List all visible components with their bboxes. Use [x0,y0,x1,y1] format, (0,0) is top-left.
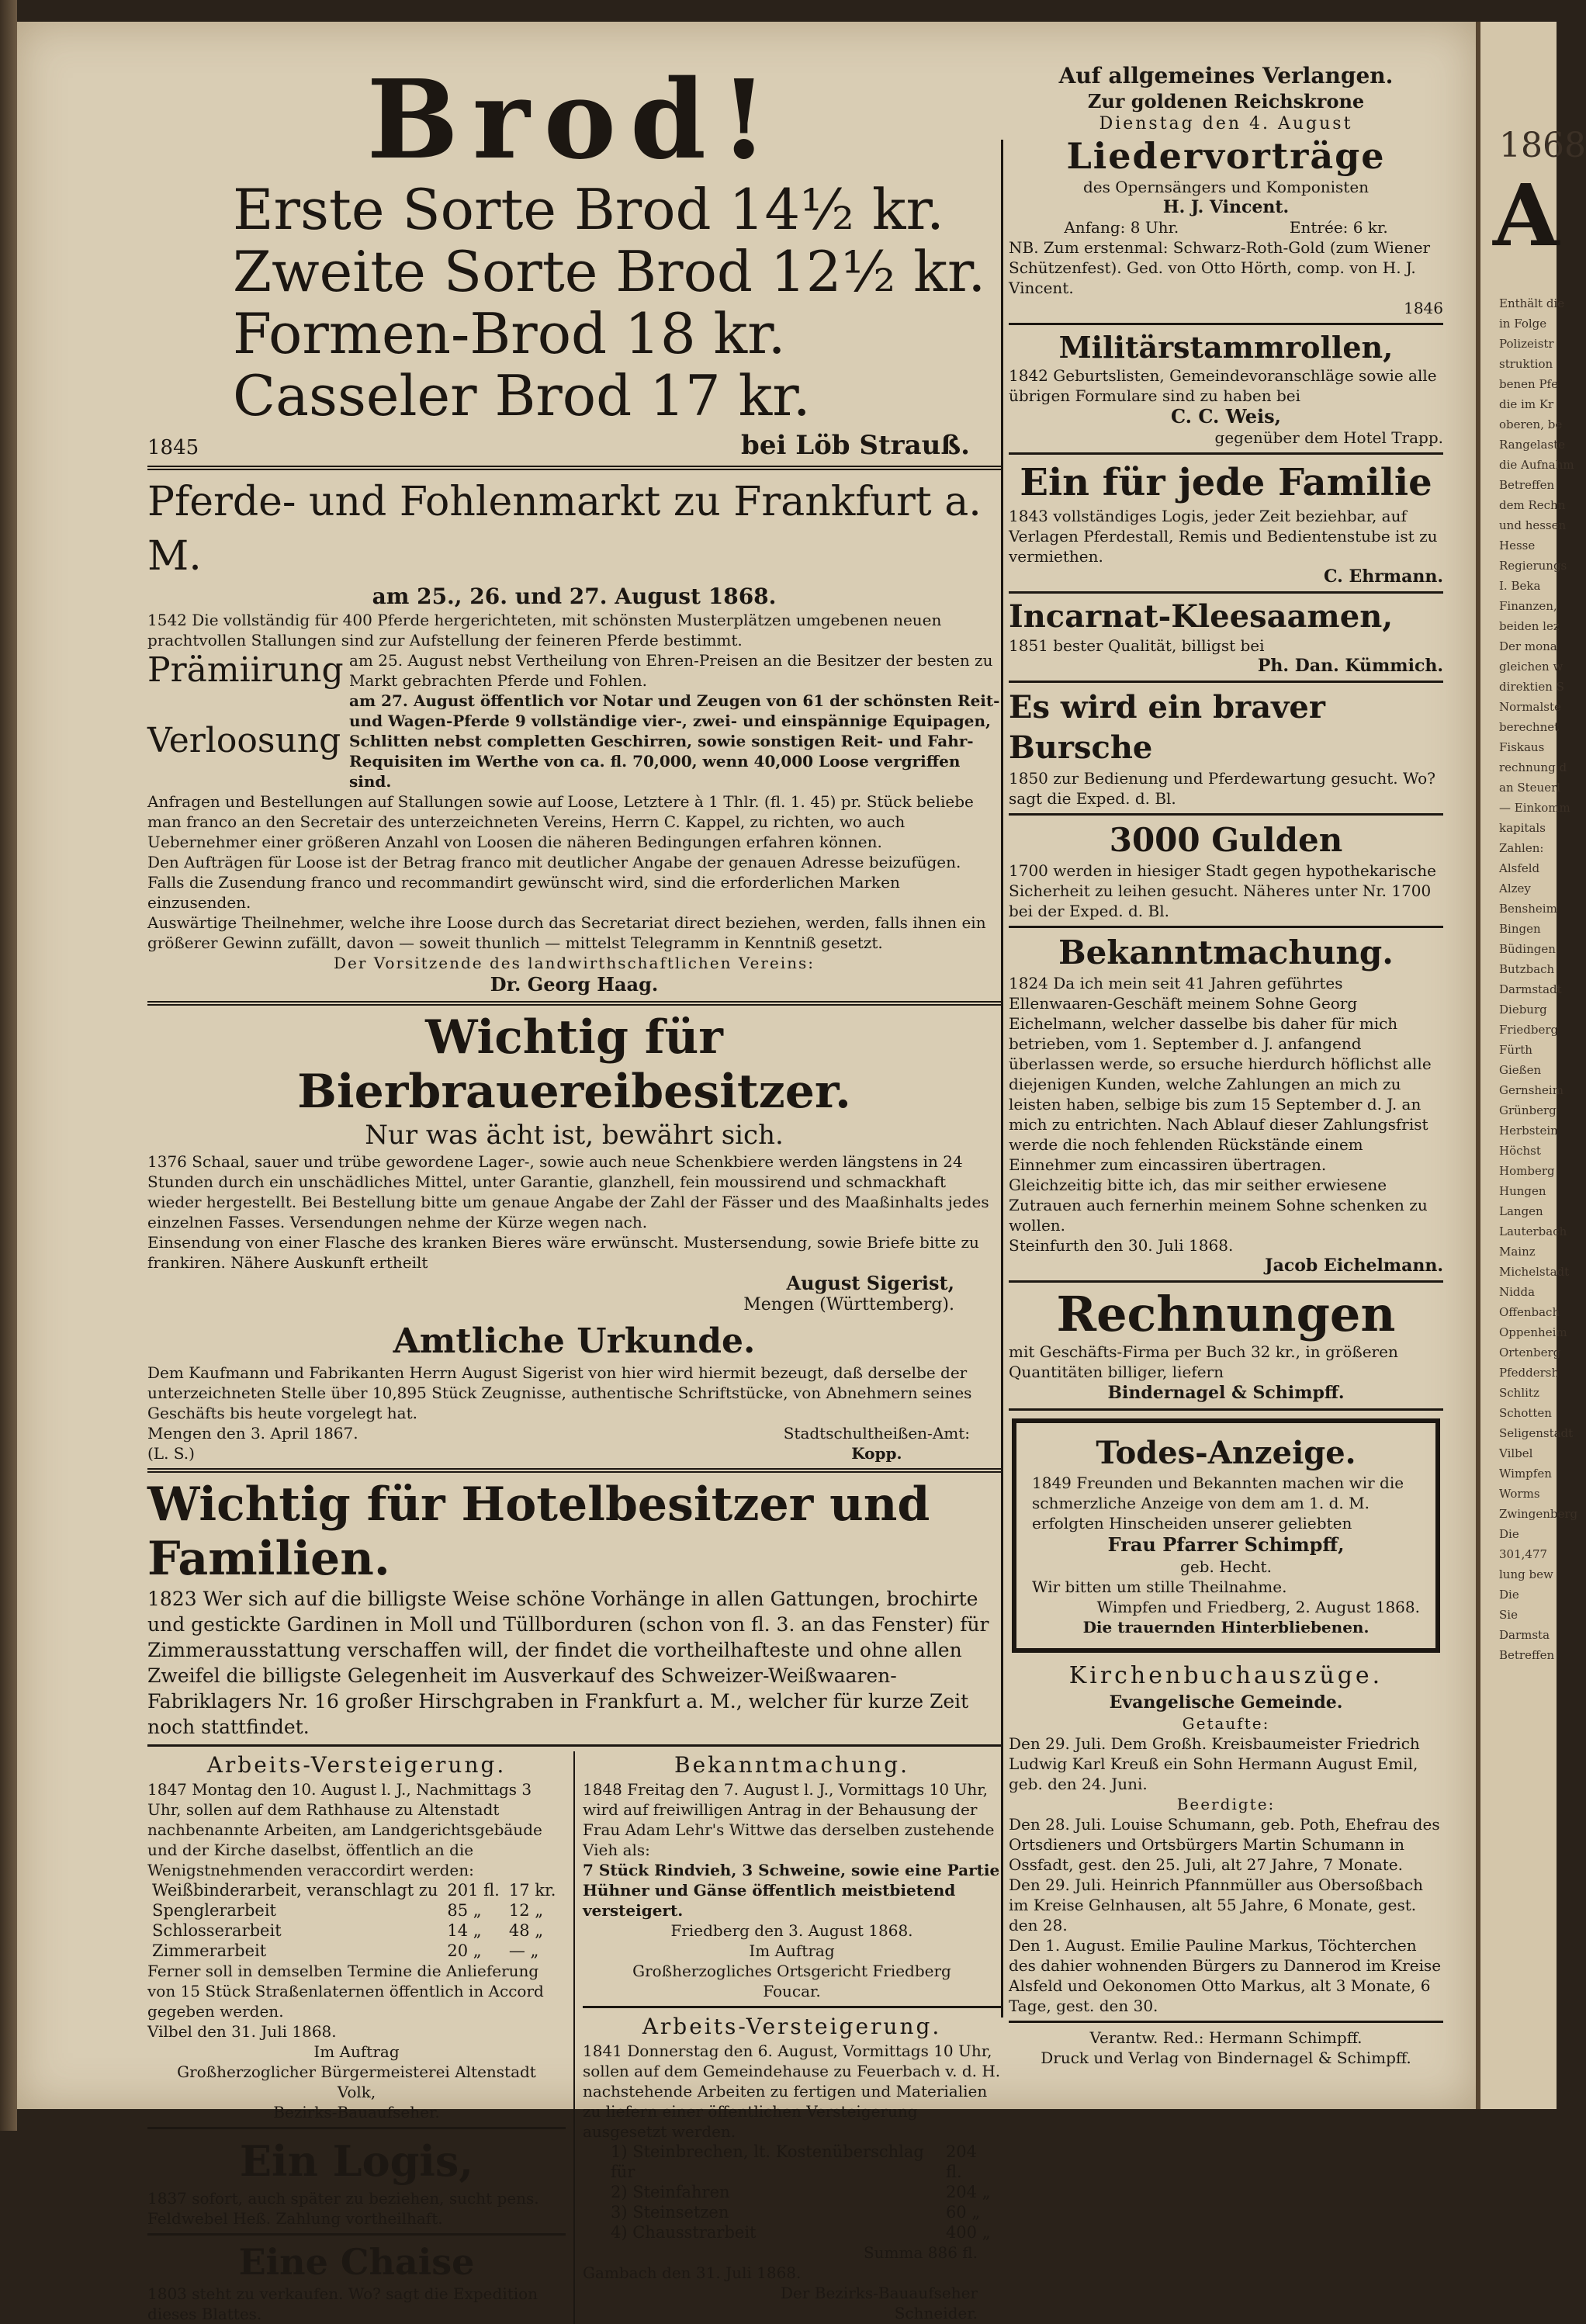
arbeits2-signer: Schneider. [894,2304,978,2322]
bier-ad [147,1010,1001,1316]
brod-line: Casseler Brod 17 kr. [233,363,811,428]
bekannt2-signer: Jacob Eichelmann. [1265,1256,1443,1276]
lieder-line: des Opernsängers und Komponisten [1082,178,1370,196]
arbeits1-text: Ferner soll in demselben Termine die Anlieferung von 15 Stück Straßenlaternen öffentlich in Accord gegeben werden. [147,1962,544,2021]
chaise-text: 1803 steht zu verkaufen. Wo? sagt die Expedition dieses Blattes. [147,2284,538,2323]
table-cell: 85 „ [447,1901,482,1920]
adjacent-snippet: berechnet [1499,720,1560,734]
urkunde-place: Mengen den 3. April 1867. [147,1424,358,1443]
brod-line: Zweite Sorte Brod 12½ kr. [233,239,986,304]
militaer-title: Militärstammrollen, [1058,330,1394,365]
arbeits2-sum: 886 fl. [927,2243,978,2262]
urkunde-text: Dem Kaufmann und Fabrikanten Herrn August Sigerist von hier wird hiermit bezeugt, daß derselbe der unterzeichneten Stelle über 10,895 Stück Zeugnisse, authentische Schriftstücke, von Abnehmern seines Geschäfts bis heute vorgelegt hat. [147,1363,972,1422]
adjacent-snippet: Die [1499,1527,1519,1541]
bursche-ad [1009,688,1443,809]
adjacent-snippet: Wimpfen [1499,1467,1552,1481]
lieder-line: Zur goldenen Reichskrone [1087,90,1365,113]
kirchen-entry: Den 1. August. Emilie Pauline Markus, Töchterchen des dahier wohnenden Bürgers zu Dannerod im Kreise Alsfeld und Oekonomen Otto Markus, alt 3 Monate, 6 Tage, gest. den 30. [1009,1936,1442,2015]
bier-subtitle: Nur was ächt ist, bewährt sich. [365,1120,784,1151]
urkunde-seal: (L. S.) [147,1444,195,1463]
adjacent-snippet: Regierungs [1499,559,1567,573]
lieder-line: Auf allgemeines Verlangen. [1058,63,1394,88]
adjacent-snippet: Worms [1499,1487,1540,1501]
chaise-title: Eine Chaise [238,2241,475,2283]
adjacent-snippet: Höchst [1499,1144,1541,1158]
table-cell: — „ [508,1941,539,1960]
divider [147,1744,1001,1747]
divider [147,1468,1001,1473]
ad-number: 1846 [1404,299,1443,317]
adjacent-snippet: Alsfeld [1499,861,1540,875]
column-rule [1001,140,1003,2017]
divider [1009,1280,1443,1283]
adjacent-snippet: Bingen [1499,922,1541,936]
adjacent-snippet: Langen [1499,1204,1543,1218]
bekannt2-text: 1824 Da ich mein seit 41 Jahren geführtes Ellenwaaren-Geschäft meinem Sohne Georg Eichelmann, welcher dasselbe bis daher für mich betrieben, vom 1. September d. J. anfangend überlassen werde, so ersuche hierdurch höflichst alle diejenigen Kunden, welche Zahlungen an mich zu leisten haben, selbige bis zum 15 September d. J. an mich zu entrichten. Nach Ablauf dieser Zahlungsfrist werde die noch fehlenden Rückstände einem Einnehmer zum eincassiren übertragen. [1009,974,1432,1174]
ad-number: 1845 [147,436,199,459]
rechnungen-title: Rechnungen [1056,1286,1396,1342]
militaer-text: 1842 Geburtslisten, Gemeindevoranschläge sowie alle übrigen Formulare sind zu haben bei [1009,366,1437,405]
adjacent-snippet: — Einkomm [1499,801,1570,815]
adjacent-snippet: Betreffen [1499,478,1555,492]
binding-edge [0,0,17,2131]
table-row [606,2202,1001,2222]
arbeits1-signer: Im Auftrag [313,2042,400,2061]
adjacent-snippet: an Steuerl [1499,781,1561,795]
table-cell: 2) Steinfahren [611,2183,730,2201]
adjacent-snippet: Seligenstadt [1499,1426,1574,1440]
table-cell: 14 „ [447,1921,482,1940]
adjacent-initial: A [1493,165,1560,265]
adjacent-snippet: Rangelaste [1499,438,1566,452]
urkunde-office: Stadtschultheißen-Amt: [783,1424,970,1443]
adjacent-snippet: Betreffen [1499,1648,1555,1662]
todes-date: Wimpfen und Friedberg, 2. August 1868. [1096,1598,1420,1616]
adjacent-snippet: I. Beka [1499,579,1541,593]
todes-signer: Die trauernden Hinterbliebenen. [1082,1618,1370,1636]
hotel-title: Wichtig für Hotelbesitzer und Familien. [147,1477,930,1586]
adjacent-snippet: Bensheim [1499,902,1557,916]
footer-publisher: Druck und Verlag von Bindernagel & Schimpff. [1041,2049,1411,2067]
arbeits1-signer: Volk, [337,2083,376,2101]
bursche-text: 1850 zur Bedienung und Pferdewartung gesucht. Wo? sagt die Exped. d. Bl. [1009,769,1435,808]
adjacent-snippet: Pfeddersh [1499,1366,1560,1380]
familie-ad [1009,459,1443,587]
table-cell: 17 kr. [508,1881,556,1900]
klee-title: Incarnat-Kleesaamen, [1009,598,1394,635]
arbeits2-signer: Der Bezirks-Bauaufseher [780,2284,978,2302]
adjacent-snippet: Die [1499,1588,1519,1602]
adjacent-snippet: lung bew [1499,1567,1553,1581]
adjacent-snippet: Sie [1499,1608,1518,1622]
divider [1009,2021,1443,2023]
adjacent-snippet: Büdingen [1499,942,1556,956]
table-row [147,1921,560,1941]
hotel-ad [147,1477,1001,1740]
adjacent-snippet: dem Rechn [1499,498,1566,512]
bier-text: 1376 Schaal, sauer und trübe gewordene Lager-, sowie auch neue Schenkbiere werden längstens in 24 Stunden durch ein unschädliches Mittel, unter Garantie, glanzhell, fein moussirend und schmackhaft wieder hergestellt. Bei Bestellung bitte um genaue Angabe der Zahl der Fässer und des Maaßinhalts jedes einzelnen Fasses. Versendungen nehme der Kürze wegen nach. [147,1152,989,1231]
gulden-title: 3000 Gulden [1109,821,1343,859]
brod-line: Erste Sorte Brod 14½ kr. [233,177,944,242]
arbeits1-table [147,1880,560,1961]
bier-title: Wichtig für Bierbrauereibesitzer. [297,1010,851,1119]
bekannt2-ad [1009,933,1443,1276]
bekannt1-signer: Großherzogliches Ortsgericht Friedberg [632,1962,951,1980]
table-row [606,2182,1001,2202]
praemiirung-text: am 25. August nebst Vertheilung von Ehren-Preisen an die Besitzer der besten zu Markt gebrachten Pferde und Fohlen. [349,651,993,690]
rechnungen-ad [1009,1287,1443,1404]
todes-geb: geb. Hecht. [1180,1557,1272,1576]
lower-left-grid [147,1751,1001,2324]
adjacent-snippet: Vilbel [1499,1446,1533,1460]
familie-signer: C. Ehrmann. [1324,566,1443,587]
arbeits2-sum-label: Summa [863,2243,923,2262]
adjacent-snippet: die im Kr [1499,397,1554,411]
kirchen-entry: Den 29. Juli. Dem Großh. Kreisbaumeister Friedrich Ludwig Karl Kreuß ein Sohn Hermann August Emil, geb. den 24. Juni. [1009,1734,1420,1793]
bekannt2-text: Gleichzeitig bitte ich, das mir seither erwiesene Zutrauen auch fernerhin meinem Sohne schenken zu wollen. [1009,1176,1428,1235]
adjacent-snippet: Gernsheim [1499,1083,1563,1097]
arbeits2-date: Gambach den 31. Juli 1868. [583,2263,802,2282]
lieder-line: H. J. Vincent. [1162,197,1290,217]
table-cell: Weißbinderarbeit, veranschlagt zu [152,1881,438,1900]
table-cell: 3) Steinsetzen [611,2203,729,2222]
pferde-title: Pferde- und Fohlenmarkt zu Frankfurt a. M. [147,479,982,580]
arbeits2-text: 1841 Donnerstag den 6. August, Vormittags 10 Uhr, sollen auf dem Gemeindehause zu Feuerbach v. d. H. nachstehende Arbeiten zu fertigen und Materialien zu liefern einer öffentlichen Versteigerung ausgesetzt werden. [583,2042,1001,2141]
gulden-text: 1700 werden in hiesiger Stadt gegen hypothekarische Sicherheit zu leihen gesucht. Näheres unter Nr. 1700 bei der Exped. d. Bl. [1009,861,1436,920]
adjacent-snippet: Fürth [1499,1043,1532,1057]
adjacent-snippet: Hesse [1499,539,1536,552]
familie-text: 1843 vollständiges Logis, jeder Zeit beziehbar, auf Verlagen Pferdestall, Remis und Bedientenstube ist zu vermiethen. [1009,507,1438,566]
table-cell: Schlosserarbeit [152,1921,282,1940]
adjacent-snippet: benen Pfe [1499,377,1558,391]
bekannt2-title: Bekanntmachung. [1058,933,1394,972]
logis-text: 1837 sofort, auch später zu beziehen, sucht pens. Feldwebel Heß. Zahlung vortheilhaft. [147,2189,539,2228]
bekannt1-text: 1848 Freitag den 7. August l. J., Vormittags 10 Uhr, wird auf freiwilligen Antrag in der Behausung der Frau Adam Lehr's Wittwe das derselben zustehende Vieh als: [583,1780,995,1859]
lieder-line: Entrée: 6 kr. [1289,218,1388,237]
adjacent-snippet: Hungen [1499,1184,1546,1198]
todes-text: Wir bitten um stille Theilnahme. [1032,1578,1287,1596]
arbeits1-title: Arbeits-Versteigerung. [206,1752,507,1778]
right-column [1009,62,1443,2068]
bekannt1-text: 7 Stück Rindvieh, 3 Schweine, sowie eine Partie Hühner und Gänse öffentlich meistbietend versteigert. [583,1861,1000,1920]
adjacent-snippet: kapitals [1499,821,1546,835]
adjacent-snippet: in Folge [1499,317,1547,331]
militaer-ad [1009,330,1443,448]
rechnungen-signer: Bindernagel & Schimpff. [1107,1383,1345,1403]
adjacent-snippet: Michelstadt [1499,1265,1570,1279]
todes-text: 1849 Freunden und Bekannten machen wir die schmerzliche Anzeige von dem am 1. d. M. erfolgten Hinscheiden unserer geliebten [1032,1474,1404,1533]
table-cell: 4) Chausstrarbeit [611,2223,757,2242]
adjacent-snippet: Schlitz [1499,1386,1539,1400]
gulden-ad [1009,820,1443,921]
adjacent-snippet: gleichen w [1499,660,1563,674]
adjacent-snippet: oberen, be [1499,417,1563,431]
adjacent-snippet: direktien S [1499,680,1564,694]
rechnungen-text: mit Geschäfts-Firma per Buch 32 kr., in größeren Quantitäten billiger, liefern [1009,1342,1398,1381]
kirchen-subtitle: Evangelische Gemeinde. [1109,1692,1343,1713]
table-row [147,1900,560,1921]
divider [1009,1408,1443,1411]
divider [1009,452,1443,455]
klee-signer: Ph. Dan. Kümmich. [1257,656,1443,676]
adjacent-snippet: Zahlen: [1499,841,1544,855]
sub-column-1 [147,1751,575,2324]
adjacent-snippet: Grünberg [1499,1103,1557,1117]
arbeits2-table [606,2142,1001,2243]
table-cell: 204 fl. [945,2142,978,2181]
divider [147,1001,1001,1006]
arbeits2-title: Arbeits-Versteigerung. [642,2014,942,2039]
divider [1009,681,1443,683]
table-row [147,1941,560,1961]
arbeits1-text: 1847 Montag den 10. August l. J., Nachmittags 3 Uhr, sollen auf dem Rathhause zu Altenstadt nachbenannte Arbeiten, am Landgerichtsgebäude und der Kirche daselbst, öffentlich an die Wenigstnehmenden veraccordirt werden: [147,1780,542,1879]
divider [1009,926,1443,928]
divider [147,2127,566,2129]
left-column [147,57,1001,2324]
lieder-line: Anfang: 8 Uhr. [1064,218,1179,237]
sub-column-2 [575,1751,1001,2324]
kirchen-heading: Beerdigte: [1176,1795,1276,1813]
table-cell: 201 fl. [447,1881,500,1900]
brod-title: Brod! [366,57,782,184]
verloosung-label: Verloosung [147,721,341,760]
pferde-text: Auswärtige Theilnehmer, welche ihre Loose durch das Secretariat direct beziehen, werden, falls ihnen ein größerer Gewinn zufällt, davon — soweit thunlich — mittelst Telegramm in Kenntniß gesetzt. [147,913,986,952]
adjacent-snippet: Polizeistr [1499,337,1554,351]
pferde-signer: Dr. Georg Haag. [490,973,659,996]
pferde-text: Anfragen und Bestellungen auf Stallungen sowie auf Loose, Letztere à 1 Thlr. (fl. 1. 45) pr. Stück beliebe man franco an den Secretair des unterzeichneten Vereins, Herrn C. Kappel, zu richten, wo auch Uebernehmer einer größeren Anzahl von Loosen die näheren Bedingungen erfahren können. [147,792,974,851]
kirchen-entry: Den 28. Juli. Louise Schumann, geb. Poth, Ehefrau des Ortsdieners und Ortsbürgers Martin Schumann in Ossfadt, gest. den 25. Juli, alt 27 Jahre, 7 Monate. [1009,1815,1440,1874]
table-cell: 20 „ [447,1941,482,1960]
adjacent-snippet: Herbstein [1499,1124,1558,1138]
bekannt1-signer: Im Auftrag [749,1941,835,1960]
bekannt1-signer: Foucar. [763,1982,821,2000]
adjacent-snippet: Darmsta [1499,1628,1550,1642]
adjacent-snippet: Finanzen, [1499,599,1557,613]
militaer-signer: gegenüber dem Hotel Trapp. [1214,428,1443,447]
adjacent-snippet: Normalste [1499,700,1561,714]
adjacent-snippet: Darmstadt [1499,982,1562,996]
divider [583,2006,1001,2008]
klee-ad [1009,598,1443,676]
adjacent-snippet: 301,477 [1499,1547,1548,1561]
table-row [606,2222,1001,2243]
urkunde-signer: Kopp. [851,1444,902,1463]
divider [147,466,1001,470]
adjacent-snippet: die Aufnahm [1499,458,1574,472]
table-cell: 1) Steinbrechen, lt. Kostenüberschlag für [611,2142,924,2181]
verloosung-text: am 27. August öffentlich vor Notar und Zeugen von 61 der schönsten Reit- und Wagen-Pferde 9 vollständige vier-, zwei- und einspännige Equipagen, Schlitten nebst completten Geschirren, sowie sonstigen Reit- und Fahr-Requisiten im Werthe von ca. fl. 70,000, wenn 40,000 Loose vergriffen sind. [349,691,1000,791]
adjacent-snippet: Ortenberg [1499,1346,1561,1359]
bursche-title: Es wird ein braver Bursche [1009,689,1325,766]
adjacent-snippet: Schotten [1499,1406,1552,1420]
pferde-signer-role: Der Vorsitzende des landwirthschaftlichen Vereins: [334,954,815,972]
adjacent-snippet: und hessen [1499,518,1567,532]
kirchen-heading: Getaufte: [1182,1714,1270,1733]
bekannt2-date: Steinfurth den 30. Juli 1868. [1009,1236,1234,1255]
kirchen-section [1009,1661,1443,2016]
urkunde-title: Amtliche Urkunde. [393,1321,756,1361]
lieder-ad [1009,62,1443,318]
arbeits1-date: Vilbel den 31. Juli 1868. [147,2022,337,2041]
adjacent-snippet: struktion [1499,357,1553,371]
adjacent-snippet: Fiskaus [1499,740,1545,754]
pferde-dates: am 25., 26. und 27. August 1868. [372,584,777,609]
lieder-title: Liedervorträge [1066,135,1386,177]
bekannt1-title: Bekanntmachung. [674,1752,909,1778]
footer-editor: Verantw. Red.: Hermann Schimpff. [1089,2028,1363,2047]
table-cell: Zimmerarbeit [152,1941,267,1960]
table-cell: 400 „ [945,2223,991,2242]
bier-signer: August Sigerist, [786,1272,954,1294]
divider [1009,591,1443,594]
adjacent-snippet: Gießen [1499,1063,1542,1077]
table-row [147,1880,560,1900]
adjacent-snippet: Offenbach [1499,1305,1560,1319]
table-cell: Spenglerarbeit [152,1901,276,1920]
table-row [606,2142,1001,2182]
pferde-ad [147,475,1001,996]
adjacent-snippet: Oppenheim [1499,1325,1567,1339]
adjacent-snippet: Friedberg [1499,1023,1559,1037]
adjacent-page [1476,22,1586,2109]
brod-ad [147,57,1001,461]
kirchen-title: Kirchenbuchauszüge. [1068,1662,1383,1689]
adjacent-snippet: Homberg [1499,1164,1555,1178]
adjacent-snippet: Enthält die [1499,296,1565,310]
divider [147,2233,566,2236]
arbeits1-signer: Bezirks-Bauaufseher. [273,2103,440,2121]
table-cell: 204 „ [945,2183,991,2201]
adjacent-year: 1868 [1499,126,1586,165]
bier-text: Einsendung von einer Flasche des kranken Bieres wäre erwünscht. Mustersendung, sowie Briefe bitte zu frankiren. Nähere Auskunft ertheilt [147,1233,979,1272]
hotel-text: 1823 Wer sich auf die billigste Weise schöne Vorhänge in allen Gattungen, brochirte und gestickte Gardinen in Moll und Tüllborduren (schon von fl. 3. an das Fenster) für Zimmerausstattung verschaffen will, der findet die vortheilhafteste und ohne allen Zweifel die billigste Gelegenheit im Ausverkauf des Schweizer-Weißwaaren-Fabriklagers Nr. 16 großer Hirschgraben in Frankfurt a. M., welcher für kurze Zeit noch stattfindet. [147,1588,989,1738]
logis-title: Ein Logis, [239,2136,474,2186]
adjacent-snippet: Der mona [1499,639,1557,653]
praemiirung-label: Prämiirung [147,650,344,690]
todes-title: Todes-Anzeige. [1096,1435,1356,1471]
adjacent-snippet: Dieburg [1499,1003,1547,1017]
adjacent-snippet: Zwingenberg [1499,1507,1578,1521]
brod-signature: bei Löb Strauß. [741,430,970,461]
bier-signer-place: Mengen (Württemberg). [743,1295,954,1314]
table-cell: 48 „ [508,1921,544,1940]
todes-name: Frau Pfarrer Schimpff, [1107,1533,1345,1556]
adjacent-snippet: Mainz [1499,1245,1536,1259]
kirchen-entry: Den 29. Juli. Heinrich Pfannmüller aus Obersoßbach im Kreise Gelnhausen, alt 55 Jahre, 6 Monate, gest. den 28. [1009,1875,1424,1934]
divider [1009,813,1443,816]
adjacent-snippet: rechnung d [1499,760,1567,774]
adjacent-snippet: beiden lez [1499,619,1560,633]
adjacent-snippet: Lauterbach [1499,1224,1567,1238]
pferde-text: Den Aufträgen für Loose ist der Betrag franco mit deutlicher Angabe der genauen Adresse beizufügen. Falls die Zusendung franco und recommandirt gewünscht wird, sind die erforderlichen Marken einzusenden. [147,853,961,912]
adjacent-snippet: Butzbach [1499,962,1555,976]
table-cell: 60 „ [945,2203,981,2222]
familie-title: Ein für jede Familie [1020,461,1432,504]
arbeits1-signer: Großherzoglicher Bürgermeisterei Altenstadt [177,2063,536,2081]
militaer-signer: C. C. Weis, [1170,405,1282,428]
divider [1009,323,1443,325]
table-cell: 12 „ [508,1901,544,1920]
lieder-line: Dienstag den 4. August [1099,114,1353,133]
urkunde-ad [147,1321,1001,1463]
bekannt1-date: Friedberg den 3. August 1868. [670,1921,913,1940]
lieder-text: NB. Zum erstenmal: Schwarz-Roth-Gold (zum Wiener Schützenfest). Ged. von Otto Hörth, comp. von H. J. Vincent. [1009,238,1431,297]
klee-text: 1851 bester Qualität, billigst bei [1009,636,1265,655]
brod-line: Formen-Brod 18 kr. [233,301,786,366]
adjacent-snippet: Alzey [1499,881,1531,895]
adjacent-snippet: Nidda [1499,1285,1536,1299]
todes-anzeige-box [1012,1418,1440,1653]
adjacent-snippets [1480,293,1578,1665]
pferde-text: 1542 Die vollständig für 400 Pferde hergerichteten, mit schönsten Musterplätzen umgebenen neuen prachtvollen Stallungen sind zur Aufstellung der feineren Pferde bestimmt. [147,611,942,649]
